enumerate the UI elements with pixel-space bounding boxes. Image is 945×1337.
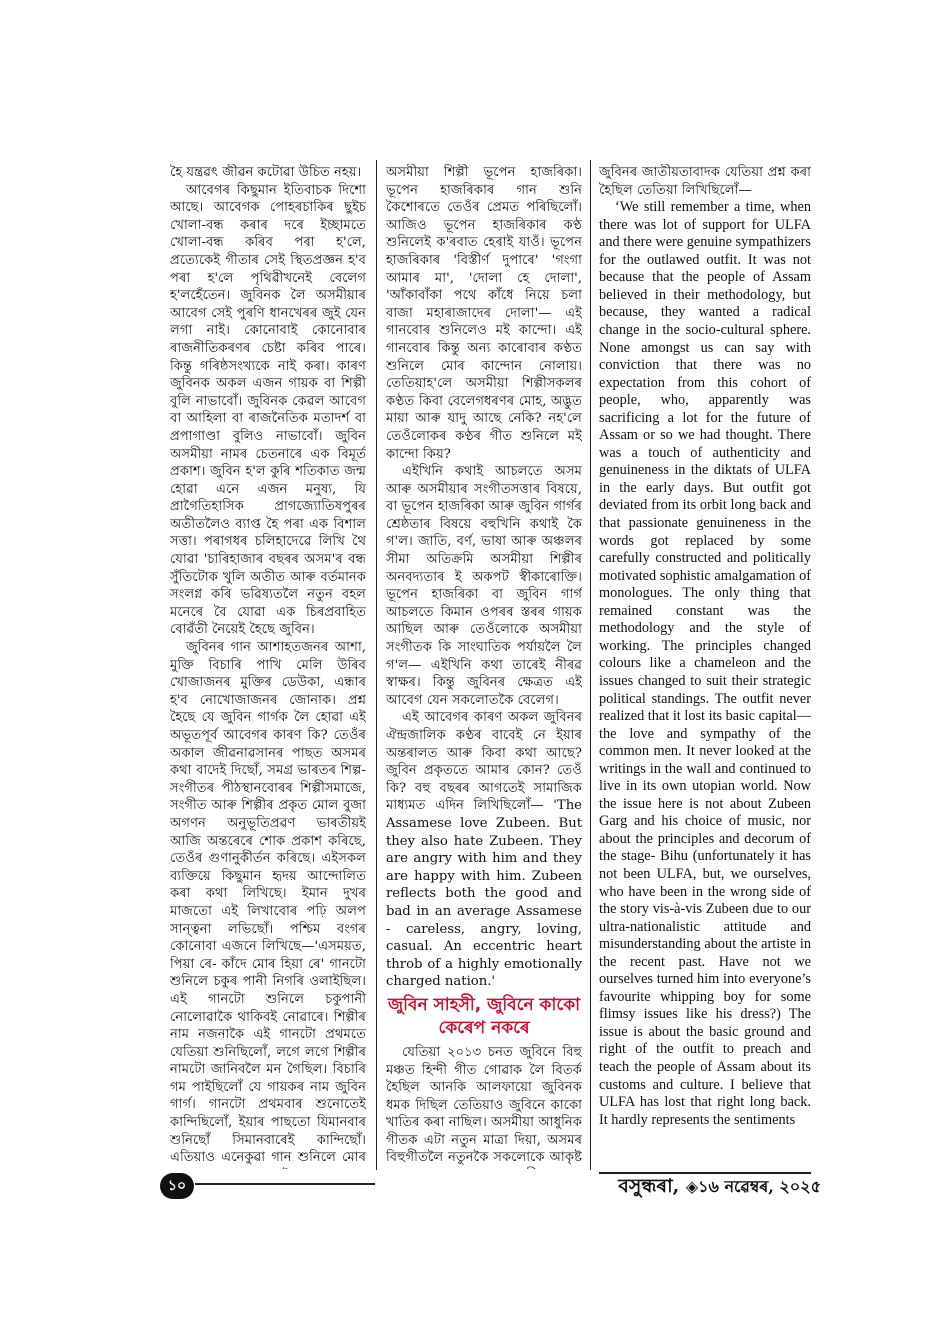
column-divider <box>376 160 377 1170</box>
column-divider <box>590 160 591 1170</box>
paragraph: এই আবেগৰ কাৰণ অকল জুবিনৰ ঐন্দ্ৰজালিক কণ্ঠৰ বাবেই নে ইয়াৰ অন্তৰালত আৰু কিবা কথা আছে? জুবিন প্ৰকৃততে আমাৰ কোন? তেওঁ কি? বহু বছৰৰ আগতেই সামাজিক মাধ্যমত এদিন লিখিছিলোঁ— 'The Assamese love Zubeen. But they also hate Zubeen. They are angry with him and they are happy with him. Zubeen reflects both the good and bad in an average Assamese - careless, angry, loving, casual. An eccentric heart throb of a highly emotionally charged nation.' <box>386 710 582 990</box>
magazine-name: বসুন্ধৰা, <box>618 1175 680 1197</box>
paragraph: জুবিনৰ জাতীয়তাবাদক যেতিয়া প্ৰশ্ন কৰা হৈছিল তেতিয়া লিখিছিলোঁ— <box>599 165 811 198</box>
paragraph: হৈ যন্ত্ৰৱৎ জীৱন কটোৱা উচিত নহয়। <box>170 165 362 180</box>
paragraph: ‘We still remember a time, when there was lot of support for ULFA and there were genuine sympathizers for the outlawed outfit. It was not because that the people of Assam believed in their methodology, but because, they wanted a radical change in the socio-cultural sphere. None amongst us can say with conviction that there was no expectation from this cohort of people, who, apparently was sacrificing a lot for the future of Assam or so we had thought. There was a touch of authenticity and genuineness in the diktats of ULFA in the early days. But outfit got deviated from its orbit long back and that passionate genuineness in the words got replaced by some carefully constructed and politically motivated sophistic amalgamation of monologues. The only thing that remained constant was the methodology and the style of working. The principles changed colours like a chameleon and the issues changed to suit their strategic political standings. The outfit never realized that it lost its basic capital— the love and sympathy of the common men. It never looked at the writings in the wall and continued to live in its own utopian world. Now the issue here is not about Zubeen Garg and his choice of music, nor about the principles and decorum of the stage- Bihu (unfortunately it has not been ULFA, but, we ourselves, who have been in the wrong side of the story vis-à-vis Zubeen due to our ultra-nationalistic attitude and misunderstanding about the artiste in the recent past. Have not we ourselves turned him into everyone’s favourite whipping boy for some flimsy issues like his dress?) The issue is about the basic ground and right of the outfit to preach and teach the people of Assam about its customs and culture. I believe that ULFA has lost that right long back. It hardly represents the sentiments <box>599 199 811 1128</box>
paragraph: অসমীয়া শিল্পী ভূপেন হাজৰিকা। ভূপেন হাজৰিকাৰ গান শুনি কৈশোৰতে তেওঁৰ প্ৰেমত পৰিছিলোঁ। আজিও ভূপেন হাজৰিকাৰ কণ্ঠ শুনিলেই ক'ৰবাত হেৰাই যাওঁ। ভূপেন হাজৰিকাৰ 'বিস্তীৰ্ণ দুপাৰে' 'গংগা আমাৰ মা', 'দোলা হে দোলা', 'আঁকাবাঁকা পথে কাঁধে নিয়ে চলা বাজা মহাৰাজাদেৰ দোলা'— এই গানবোৰ শুনিলেও মই কান্দো। এই গানবোৰ কিন্তু অন্য কাৰোবাৰ কণ্ঠত শুনিলে মোৰ কান্দোন নোলায়। তেতিয়াহ'লে অসমীয়া শিল্পীসকলৰ কণ্ঠত কিবা বেলেগধৰণৰ মোহ, অদ্ভুত মায়া আৰু যাদু আছে নেকি? নহ'লে তেওঁলোকৰ কণ্ঠৰ গীত শুনিলে মই কান্দো কিয়? <box>386 165 582 462</box>
section-heading: জুবিন সাহসী, জুবিনে কাকো কেৰেপ নকৰে <box>387 994 581 1038</box>
page-number: ১০ <box>160 1173 194 1199</box>
issue-date: ◈১৬ নৱেম্বৰ, ২০২৫ <box>685 1177 821 1196</box>
paragraph: যেতিয়া ২০১৩ চনত জুবিনে বিহু মঞ্চত হিন্দী গীত গোৱাক লৈ বিতৰ্ক হৈছিল আনকি আলফায়ো জুবিনক ধমক দিছিল তেতিয়াও জুবিনে কাকো খাতিৰ কৰা নাছিল। অসমীয়া আধুনিক গীতক এটা নতুন মাত্ৰা দিয়া, অসমৰ বিহুগীতলৈ নতুনকৈ সকলোকে আকৃষ্ট <box>386 1044 582 1166</box>
text-column-2 <box>386 164 582 1169</box>
masthead <box>561 1171 821 1201</box>
paragraph: আবেগৰ কিছুমান ইতিবাচক দিশো আছে। আবেগক পোহৰচাকিৰ ছুইচ খোলা-বন্ধ কৰাৰ দৰে ইচ্ছামতে খোলা-বন্ধ কৰিব পৰা হ'লে, প্ৰত্যেকেই গীতাৰ সেই স্থিতপ্ৰজ্ঞন হ'ব পৰা হ'লে পৃথিৱীখনেই বেলেগ হ'লহেঁতেন। জুবিনক লৈ অসমীয়াৰ আবেগ সেই পুৰণি ধানখেৰৰ জুই যেন লগা নাই। কোনোবাই কোনোবাৰ ৰাজনীতিকৰণৰ চেষ্টা কৰিব পাৰে। কিন্তু গৰিষ্ঠসংখ্যকে নাই কৰা। কাৰণ জুবিনক অকল এজন গায়ক বা শিল্পী বুলি নাভাবোঁ। জুবিনক কেৱল আবেগ বা আহিলা বা ৰাজনৈতিক মতাদৰ্শ বা প্ৰপাগাণ্ডা বুলিও নাভাবোঁ। জুবিন অসমীয়া নামৰ চেতনাৰে এক বিমূৰ্ত প্ৰকাশ। জুবিন হ'ল কুৰি শতিকাত জন্ম হোৱা এনে এজন মনুষ্য, যি প্ৰাগৈতিহাসিক প্ৰাগজ্যোতিষপুৰৰ অতীতলৈও ব্যাপ্ত হৈ পৰা এক বিশাল সত্তা। পৰাগধৰ চলিহাদেৱে লিখি থৈ যোৱা 'চাৰিহাজাৰ বছৰৰ অসম'ৰ বন্ধ সুঁতিটোক খুলি অতীত আৰু বৰ্তমানক সংলগ্ন কৰি ভৱিষ্যতলৈ নতুন বহল মনেৰে বৈ যোৱা এক চিৰপ্ৰবাহিত বোৱঁতী নৈয়েই হৈছে জুবিন। <box>170 182 366 638</box>
footer-rule <box>195 1183 375 1185</box>
text-column-3 <box>599 164 811 1169</box>
paragraph: জুবিনৰ গান আশাহতজনৰ আশা, মুক্তি বিচাৰি পাখি মেলি উৰিব খোজাজনৰ মুক্তিৰ ডেউকা, এন্ধাৰ হ'ব নোখোজাজনৰ জোনাক। প্ৰশ্ন হৈছে যে জুবিন গাৰ্গক লৈ হোৱা এই অভূতপূৰ্ব আবেগৰ কাৰণ কি? তেওঁৰ অকাল জীৱনাৱসানৰ পাছত অসমৰ কথা বাদেই দিছোঁ, সমগ্ৰ ভাৰতৰ শিল্প-সংগীতৰ পীঠস্থানবোৰৰ শিল্পীসমাজে, সংগীত আৰু শিল্পীৰ প্ৰকৃত মোল বুজা অগণন অনুভূতিপ্ৰৱণ ভাৰতীয়ই আজি অন্তৰেৰে শোক প্ৰকাশ কৰিছে, তেওঁৰ গুণানুকীৰ্তন কৰিছে। এইসকল ব্যক্তিয়ে কিছুমান হৃদয় আন্দোলিত কৰা কথা লিখিছে। ইমান দুখৰ মাজতো এই লিখাবোৰ পঢ়ি অলপ সান্ত্বনা লভিছোঁ। পশ্চিম বংগৰ কোনোবা এজনে লিখিছে—'এসময়ত, পিয়া ৰে- কাঁদে মোৰ হিয়া ৰে' গানটো শুনিলে চকুৰ পানী নিগৰি ওলাইছিল। এই গানটো শুনিলে চকুপানী নোলোৱাকৈ থাকিবই নোৱাৰে। শিল্পীৰ নাম নজনাকৈ এই গানটো প্ৰথমতে যেতিয়া শুনিছিলোঁ, লগে লগে শিল্পীৰ নামটো জানিবলৈ মন গৈছিল। বিচাৰি গম পাইছিলোঁ যে গায়কৰ নাম জুবিন গাৰ্গ। গানটো প্ৰথমবাৰ শুনোতেই কান্দিছিলোঁ, ইয়াৰ পাছতো যিমানবাৰ শুনিছোঁ সিমানবাৰেই কান্দিছোঁ। এতিয়াও এনেকুৱা গান শুনিলে মোৰ <box>170 640 366 1166</box>
text-column-1 <box>170 164 366 1169</box>
paragraph: এইখিনি কথাই আচলতে অসম আৰু অসমীয়াৰ সংগীতসত্তাৰ বিষয়ে, বা ভূপেন হাজৰিকা আৰু জুবিন গাৰ্গৰ শ্ৰেষ্ঠতাৰ বিষয়ে বহুখিনি কথাই কৈ গ'ল। জাতি, বৰ্ণ, ভাষা আৰু অঞ্চলৰ সীমা অতিক্ৰমি অসমীয়া শিল্পীৰ অনবদ্যতাৰ ই অকপট স্বীকাৰোক্তি। ভূপেন হাজৰিকা বা জুবিন গাৰ্গ আচলতে কিমান ওপৰৰ স্তৰৰ গায়ক আছিল আৰু তেওঁলোকে অসমীয়া সংগীতক কি সাংঘাতিক পৰ্যায়লৈ লৈ গ'ল— এইখিনি কথা তাৰেই নীৰৱ স্বাক্ষৰ। কিন্তু জুবিনৰ ক্ষেত্ৰত এই আবেগ যেন সকলোতকৈ বেলেগ। <box>386 464 582 708</box>
